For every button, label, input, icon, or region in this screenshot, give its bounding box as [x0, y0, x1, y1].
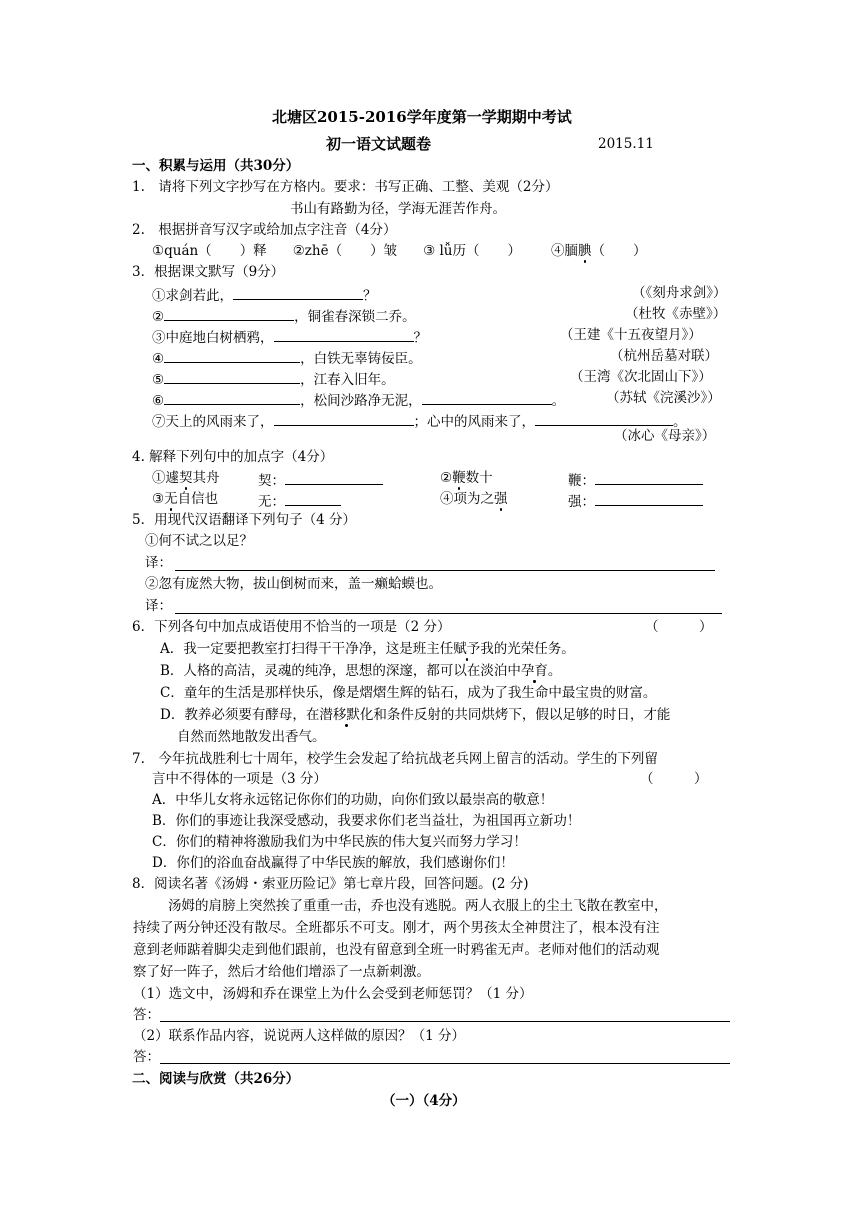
- q2-item-4-open: （: [591, 243, 605, 259]
- q6-option-a: [160, 643, 575, 657]
- q3-r2-text: ，铜雀春深锁二乔。: [294, 309, 416, 325]
- q2-items: [152, 245, 647, 259]
- q3-source-6: （苏轼《浣溪沙》）: [606, 390, 721, 406]
- answer-blank[interactable]: [595, 493, 703, 506]
- q3-r7-end: 。: [673, 414, 687, 430]
- q2-item-4-dotted-char: 腆: [578, 243, 592, 259]
- q4-i3-post: 自信也: [177, 491, 219, 507]
- q3-r2-num: ②: [152, 309, 165, 325]
- q8-passage-3: 意到老师踮着脚尖走到他们跟前，也没有留意到全班一时鸦雀无声。老师对他们的活动观: [133, 942, 660, 958]
- answer-blank[interactable]: [422, 392, 552, 405]
- q5-yi-1: 译：: [145, 555, 172, 571]
- q3-source-7: （冰心《母亲》）: [614, 428, 716, 444]
- q4-i2-dotted: 鞭: [452, 470, 466, 486]
- q6-option-d: [160, 709, 670, 723]
- q3-source-4: （杭州岳墓对联）: [610, 348, 718, 364]
- q3-r6-text: ，松间沙路净无泥，: [300, 393, 422, 409]
- q7-option-a: A．中华儿女将永远铭记你你们的功勋，向你们致以最崇高的敬意！: [152, 792, 554, 808]
- q3-r3-text: ③中庭地白树栖鸦，: [152, 330, 274, 346]
- q8-subquestion-1: （1）选文中，汤姆和乔在课堂上为什么会受到老师惩罚？（1 分）: [133, 986, 533, 1002]
- q8-da-2: 答：: [133, 1049, 160, 1065]
- q6-b-dotted: 孕育: [520, 663, 548, 679]
- q2-item-2-end: ）皱: [370, 243, 398, 259]
- q1-stem: 1. 请将下列文字抄写在方格内。要求：书写正确、工整、美观（2分）: [132, 179, 559, 195]
- q4-item-2: [440, 472, 493, 486]
- q6-d-pre: D．教养必须要有酵母，在: [160, 707, 320, 723]
- answer-blank[interactable]: [274, 413, 414, 426]
- q3-r7-mid: ；心中的风雨来了，: [413, 414, 535, 430]
- q8-stem: 8．阅读名著《汤姆・索亚历险记》第七章片段，回答问题。(2 分): [132, 876, 529, 892]
- q2-item-1: ①quán（: [152, 243, 212, 259]
- q4-i1-dotted: 契: [179, 470, 193, 486]
- q6-option-c: C．童年的生活是那样快乐，像是熠熠生辉的钻石，成为了我生命中最宝贵的财富。: [160, 685, 657, 701]
- q2-item-2: ②zhē（: [292, 243, 343, 259]
- q4-item-3: [152, 493, 218, 507]
- q3-row-5: [152, 371, 395, 388]
- exam-title: 北塘区2015-2016学年度第一学期期中考试: [272, 108, 572, 126]
- q6-stem: 6．下列各句中加点成语使用不恰当的一项是（2 分）: [132, 619, 451, 635]
- q2-item-1-end: ）释: [239, 243, 267, 259]
- q3-source-5: （王湾《次北固山下》）: [570, 369, 712, 385]
- answer-blank[interactable]: [285, 493, 341, 506]
- q4-key-3: 无：: [258, 494, 285, 510]
- q2-item-4-close: ）: [633, 243, 647, 259]
- answer-line[interactable]: [160, 1063, 730, 1064]
- q3-r4-num: ④: [152, 351, 165, 367]
- q3-r5-num: ⑤: [152, 372, 165, 388]
- q7-option-b: B．你们的事迹让我深受感动，我要求你们老当益壮，为祖国再立新功！: [152, 813, 581, 829]
- q3-r1-text: ①求剑若此，: [152, 288, 233, 304]
- answer-blank[interactable]: [164, 308, 294, 321]
- q3-stem: 3．根据课文默写（9分）: [132, 264, 285, 280]
- q7-option-c: C．你们的精神将激励我们为中华民族的伟大复兴而努力学习！: [152, 834, 527, 850]
- q4-key-1: 契：: [258, 473, 285, 489]
- q6-a-post: 我的光荣任务。: [480, 641, 575, 657]
- q4-i3-dotted: 无: [164, 491, 178, 507]
- answer-blank[interactable]: [595, 472, 703, 485]
- q3-r3-end: ？: [413, 330, 427, 346]
- q3-row-7: [152, 413, 687, 430]
- q4-answer-1: [258, 472, 383, 489]
- q3-source-2: （杜牧《赤壁》）: [625, 306, 727, 322]
- q6-d-dotted: 潜移默化: [319, 707, 374, 723]
- section-2-heading: 二、阅读与欣赏（共26分）: [132, 1071, 300, 1087]
- exam-date: 2015.11: [598, 136, 654, 152]
- q7-answer-paren[interactable]: （ ）: [640, 771, 708, 787]
- q4-item-4: [440, 493, 508, 507]
- q3-r4-text: ，白铁无辜铸佞臣。: [300, 351, 422, 367]
- q4-i3-pre: ③: [152, 491, 165, 507]
- q8-passage-1: 汤姆的肩膀上突然挨了重重一击，乔也没有逃脱。两人衣服上的尘土飞散在教室中，: [168, 898, 668, 914]
- q4-i2-pre: ②: [440, 470, 453, 486]
- q4-i4-pre: ④项为之: [440, 491, 494, 507]
- q7-option-d: D．你们的浴血奋战赢得了中华民族的解放，我们感谢你们！: [152, 855, 514, 871]
- q6-answer-paren[interactable]: （ ）: [645, 619, 713, 635]
- q7-stem-1: 7. 今年抗战胜利七十周年，校学生会发起了给抗战老兵网上留言的活动。学生的下列留: [132, 751, 658, 767]
- q5-sentence-1: ①何不试之以足？: [145, 533, 253, 549]
- q2-item-3: ③ lǚ历（: [423, 243, 480, 259]
- q1-copy-text: 书山有路勤为径，学海无涯苦作舟。: [290, 201, 506, 217]
- q3-row-1: [152, 287, 377, 304]
- q4-i4-dotted: 强: [494, 491, 508, 507]
- q6-a-dotted: 赋予: [453, 641, 481, 657]
- answer-blank[interactable]: [274, 329, 414, 342]
- q4-answer-3: [258, 493, 341, 510]
- q4-key-4: 强：: [568, 494, 595, 510]
- q3-r5-text: ，江春入旧年。: [300, 372, 395, 388]
- q3-source-3: （王建《十五夜望月》）: [560, 327, 702, 343]
- q4-i1-pre: ①遽: [152, 470, 179, 486]
- q7-stem-2: 言中不得体的一项是（3 分）: [152, 771, 327, 787]
- q3-r6-end: 。: [551, 393, 566, 409]
- q3-row-3: [152, 329, 427, 346]
- answer-blank[interactable]: [164, 350, 300, 363]
- q2-item-3-end: ）: [507, 243, 521, 259]
- q2-stem: 2. 根据拼音写汉字或给加点字注音（4分）: [132, 222, 397, 238]
- q3-r6-num: ⑥: [152, 393, 165, 409]
- q5-stem: 5．用现代汉语翻译下列句子（4 分）: [132, 512, 356, 528]
- answer-blank[interactable]: [164, 392, 300, 405]
- q8-passage-4: 察了好一阵子，然后才给他们增添了一点新刺激。: [133, 964, 430, 980]
- q4-key-2: 鞭：: [568, 473, 595, 489]
- q3-row-2: [152, 308, 416, 325]
- q3-r7-text: ⑦天上的风雨来了，: [152, 414, 274, 430]
- answer-blank[interactable]: [285, 472, 383, 485]
- section-1-heading: 一、积累与运用（共30分）: [132, 158, 300, 174]
- answer-line[interactable]: [175, 570, 715, 571]
- q6-a-pre: A．我一定要把教室打扫得干干净净，这是班主任: [160, 641, 454, 657]
- q3-r1-end: ？: [363, 288, 377, 304]
- q2-item-4: ④腼: [551, 243, 578, 259]
- q8-subquestion-2: （2）联系作品内容，说说两人这样做的原因？（1 分）: [133, 1028, 465, 1044]
- q3-row-6: [152, 392, 565, 409]
- q3-row-4: [152, 350, 422, 367]
- q5-sentence-2: ②忽有庞然大物，拔山倒树而来，盖一癞蛤蟆也。: [145, 576, 442, 592]
- q6-b-post: 。: [547, 663, 562, 679]
- q6-option-b: [160, 665, 561, 679]
- q6-b-pre: B．人格的高洁，灵魂的纯净，思想的深邃，都可以在淡泊中: [160, 663, 521, 679]
- q4-stem: 4. 解释下列句中的加点字（4分）: [132, 449, 334, 465]
- q4-answer-4: [568, 493, 703, 510]
- q5-yi-2: 译：: [145, 598, 172, 614]
- answer-blank[interactable]: [233, 287, 363, 300]
- answer-line[interactable]: [160, 1021, 730, 1022]
- answer-blank[interactable]: [535, 413, 673, 426]
- q8-da-1: 答：: [133, 1007, 160, 1023]
- q3-source-1: （《刻舟求剑》）: [632, 285, 727, 301]
- answer-line[interactable]: [175, 613, 722, 614]
- q6-d-post: 和条件反射的共同烘烤下，假以足够的时日，才能: [373, 707, 671, 723]
- q4-i1-post: 其舟: [192, 470, 220, 486]
- q4-item-1: [152, 472, 220, 486]
- q6-option-d-cont: 自然而然地散发出香气。: [177, 729, 326, 745]
- q8-passage-2: 持续了两分钟还没有散尽。全班都乐不可支。刚才，两个男孩太全神贯注了，根本没有注: [133, 920, 660, 936]
- answer-blank[interactable]: [164, 371, 300, 384]
- q4-i2-post: 数十: [465, 470, 493, 486]
- q4-answer-2: [568, 472, 703, 489]
- exam-subtitle: 初一语文试题卷: [326, 135, 432, 153]
- part-1-heading: （一）（4分）: [382, 1093, 466, 1109]
